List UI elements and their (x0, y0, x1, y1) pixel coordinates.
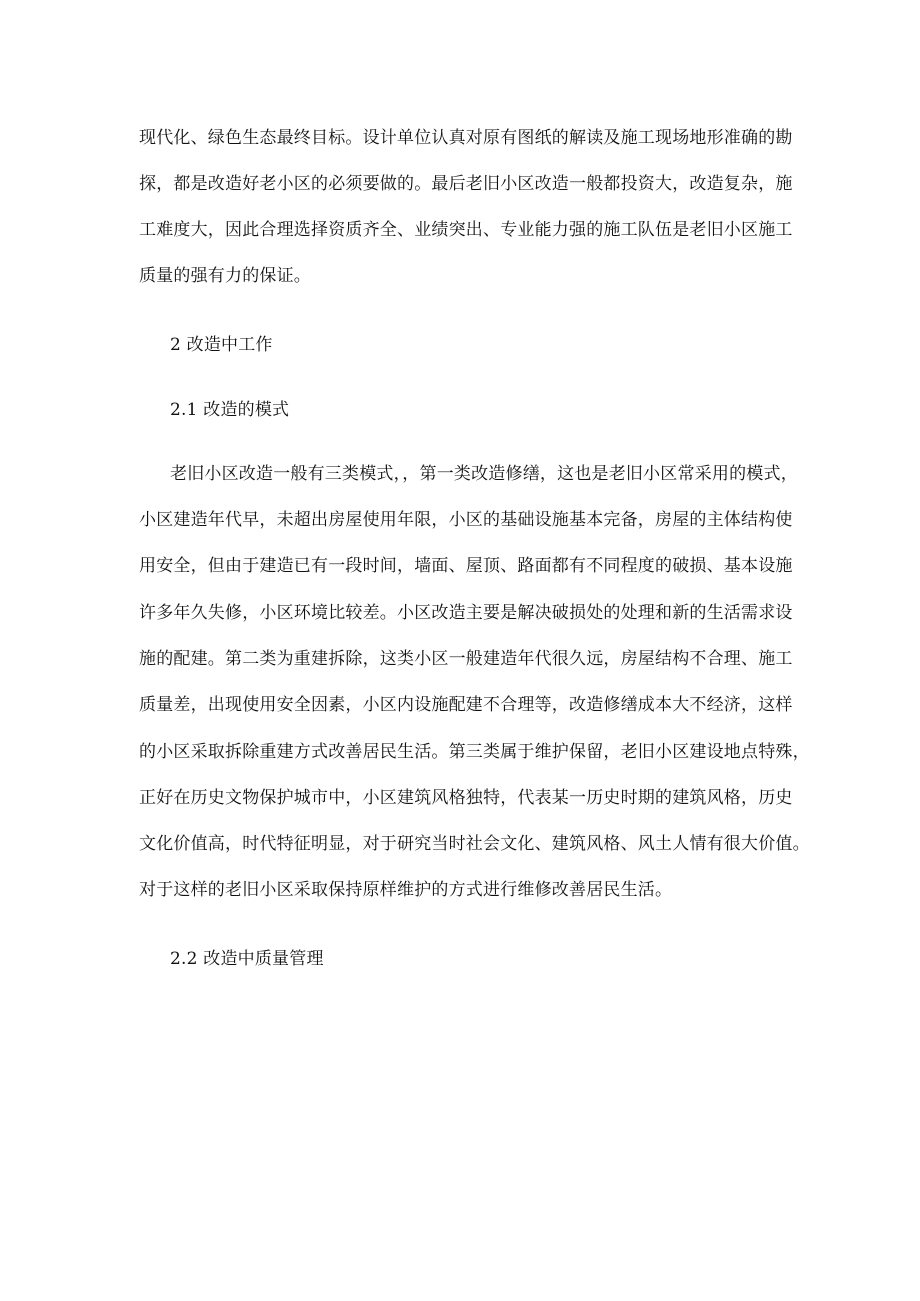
paragraph-2-line-6: 质量差，出现使用安全因素，小区内设施配建不合理等，改造修缮成本大不经济，这样 (139, 695, 793, 715)
paragraph-2-line-2: 小区建造年代早，未超出房屋使用年限，小区的基础设施基本完备，房屋的主体结构使 (139, 510, 793, 530)
section-heading-2-1: 2.1 改造的模式 (170, 400, 290, 420)
section-heading-2: 2 改造中工作 (170, 335, 273, 355)
paragraph-1-line-3: 工难度大，因此合理选择资质齐全、业绩突出、专业能力强的施工队伍是老旧小区施工 (139, 220, 793, 240)
paragraph-1-line-4: 质量的强有力的保证。 (139, 266, 311, 286)
paragraph-2-line-8: 正好在历史文物保护城市中，小区建筑风格独特，代表某一历史时期的建筑风格，历史 (139, 788, 793, 808)
paragraph-2-line-7: 的小区采取拆除重建方式改善居民生活。第三类属于维护保留，老旧小区建设地点特殊， (139, 742, 810, 762)
section-heading-2-2: 2.2 改造中质量管理 (170, 949, 324, 969)
paragraph-1-line-1: 现代化、绿色生态最终目标。设计单位认真对原有图纸的解读及施工现场地形准确的勘 (139, 128, 793, 148)
paragraph-2-line-5: 施的配建。第二类为重建拆除，这类小区一般建造年代很久远，房屋结构不合理、施工 (139, 649, 793, 669)
paragraph-2-line-10: 对于这样的老旧小区采取保持原样维护的方式进行维修改善居民生活。 (139, 880, 673, 900)
paragraph-2-line-4: 许多年久失修，小区环境比较差。小区改造主要是解决破损处的处理和新的生活需求设 (139, 603, 793, 623)
paragraph-2-line-3: 用安全，但由于建造已有一段时间，墙面、屋顶、路面都有不同程度的破损、基本设施 (139, 556, 793, 576)
paragraph-2-line-9: 文化价值高，时代特征明显，对于研究当时社会文化、建筑风格、风土人情有很大价值。 (139, 834, 810, 854)
paragraph-1-line-2: 探，都是改造好老小区的必须要做的。最后老旧小区改造一般都投资大，改造复杂，施 (139, 174, 793, 194)
paragraph-2-line-1: 老旧小区改造一般有三类模式，，第一类改造修缮，这也是老旧小区常采用的模式， (170, 464, 798, 484)
